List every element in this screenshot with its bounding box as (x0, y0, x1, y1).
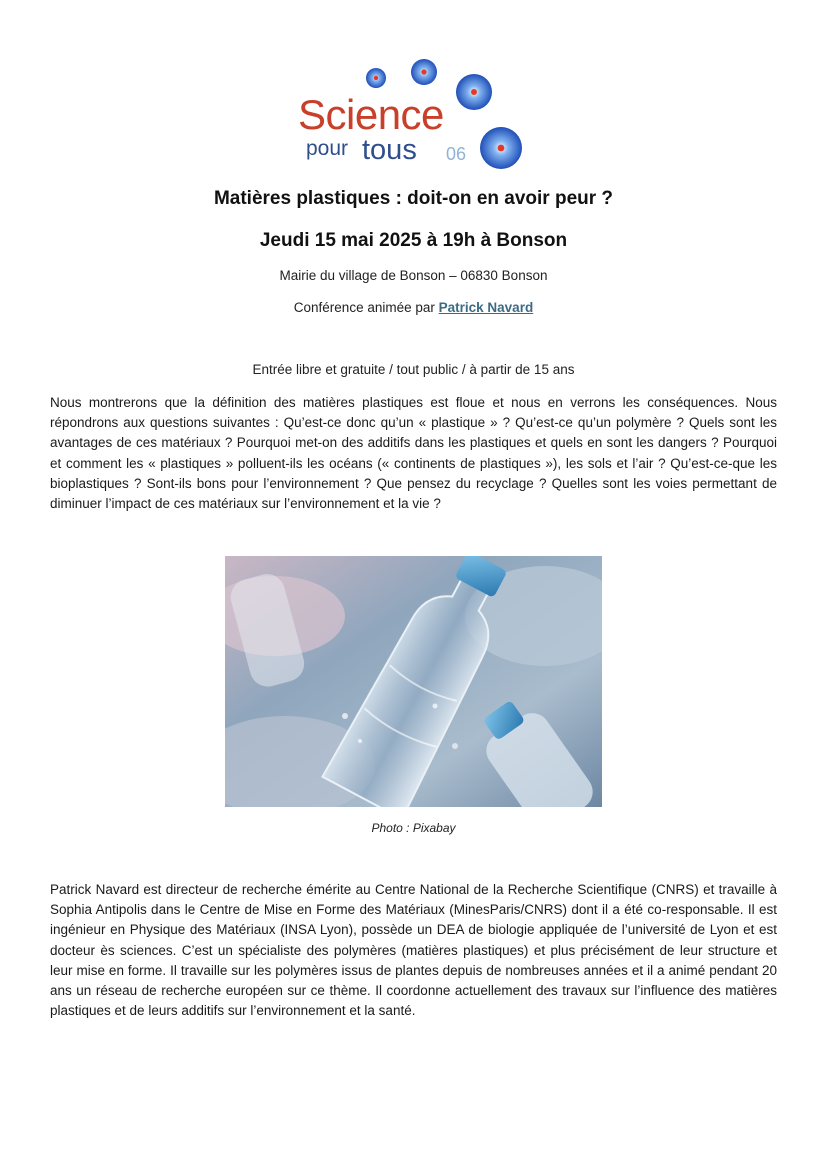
bubble-icon (366, 68, 386, 88)
entry-info: Entrée libre et gratuite / tout public / à partir de 15 ans (252, 362, 575, 377)
logo-tous-text: tous (362, 134, 417, 166)
bubble-icon (411, 59, 437, 85)
description-paragraph: Nous montrerons que la définition des matières plastiques est floue et nous en verrons les conséquences. Nous répondrons aux questions suivantes : Qu’est-ce donc qu’un « plastique » ? Qu’est-ce qu’un polymère ? Quels sont les avantages de ces matériaux ? Pourquoi met-on des additifs dans les plastiques et quels en sont les dangers ? Pourquoi et comment les « plastiques » polluent-ils les océans (« continents de plastiques »), les sols et l’air ? Qu’est-ce-que les bioplastiques ? Sont-ils bons pour l’environnement ? Que pensez du recyclage ? Quelles sont les voies permettant de diminuer l’impact de ces matériaux sur l’environnement et la vie ? (50, 395, 777, 512)
bubble-icon (456, 74, 492, 110)
speaker-link[interactable]: Patrick Navard (438, 300, 534, 315)
event-title: Matières plastiques : doit-on en avoir peur ? (213, 188, 614, 209)
plastic-bottles-photo (225, 556, 602, 807)
speaker-line (0, 300, 827, 315)
bubble-icon (480, 127, 522, 169)
logo-science-text: Science (298, 91, 444, 138)
bottles-illustration (225, 556, 602, 807)
logo-pour-text: pour (306, 137, 349, 160)
event-venue: Mairie du village de Bonson – 06830 Bonson (279, 268, 548, 283)
science-pour-tous-logo (296, 56, 526, 176)
speaker-bio: Patrick Navard est directeur de recherche émérite au Centre National de la Recherche Scientifique (CNRS) et travaille à Sophia Antipolis dans le Centre de Mise en Forme des Matériaux (MinesParis/CNRS) dont il a été co-responsable. Il est ingénieur en Physique des Matériaux (INSA Lyon), possède un DEA de biologie appliquée de l’université de Lyon et est docteur ès sciences. C’est un spécialiste des polymères (matières plastiques) et plus précisément de leur structure et leur mise en forme. Il travaille sur les polymères issus de plantes depuis de nombreuses années et il a animé pendant 20 ans un réseau de recherche européen sur ce thème. Il coordonne actuellement des travaux sur l’influence des matières plastiques et de leurs additifs sur l’environnement et la santé. (50, 882, 777, 1019)
speaker-prefix: Conférence animée par (293, 300, 435, 315)
photo-caption: Photo : Pixabay (371, 821, 456, 835)
logo-number-text: 06 (446, 144, 467, 164)
event-date: Jeudi 15 mai 2025 à 19h à Bonson (259, 230, 568, 251)
